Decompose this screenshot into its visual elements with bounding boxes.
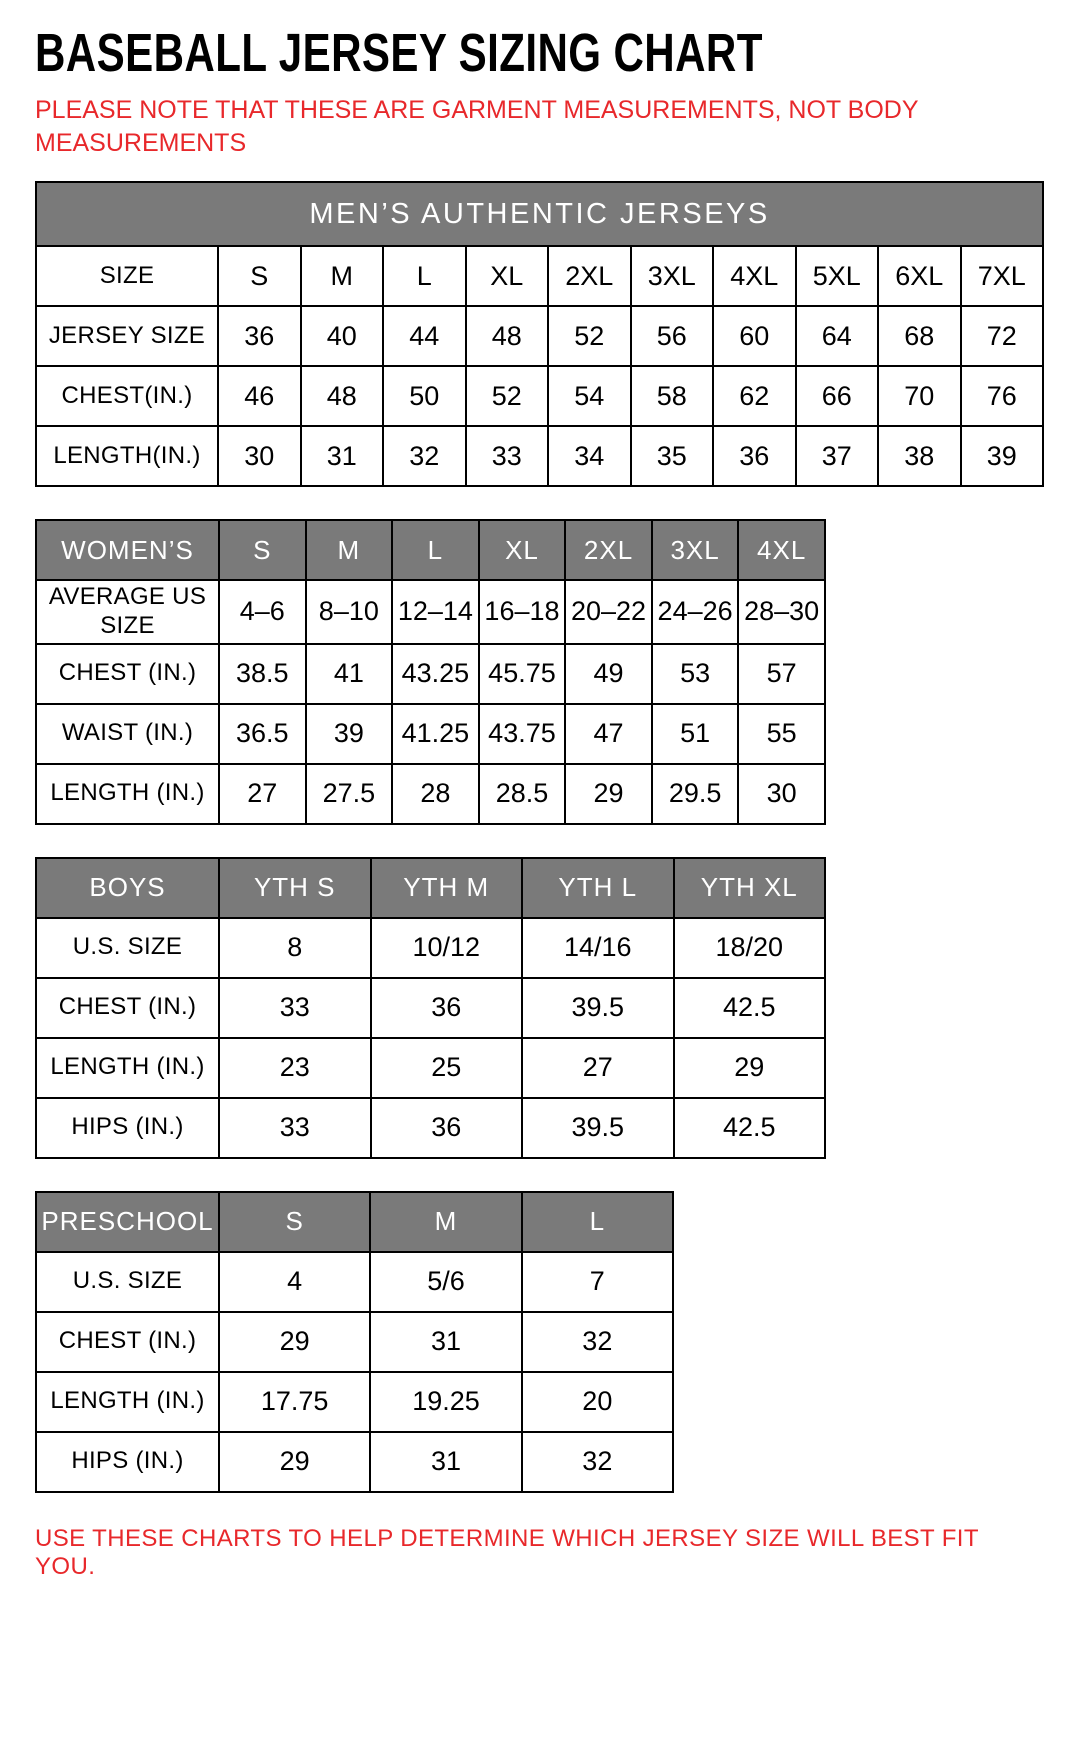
table-cell: 42.5 xyxy=(674,1098,826,1158)
page-title: BASEBALL JERSEY SIZING CHART xyxy=(35,23,763,83)
table-cell: 28 xyxy=(392,764,479,824)
table-cell: 57 xyxy=(738,644,825,704)
table-cell: 27.5 xyxy=(306,764,393,824)
table-cell: 36 xyxy=(218,306,301,366)
table-cell: 43.75 xyxy=(479,704,566,764)
table-cell: 19.25 xyxy=(370,1372,521,1432)
table-cell: 64 xyxy=(796,306,879,366)
table-cell: 6XL xyxy=(878,246,961,306)
row-label: CHEST (IN.) xyxy=(36,644,219,704)
row-label: SIZE xyxy=(36,246,218,306)
table-cell: 32 xyxy=(522,1432,673,1492)
table-cell: 45.75 xyxy=(479,644,566,704)
table-cell: 35 xyxy=(631,426,714,486)
table-cell: 29.5 xyxy=(652,764,739,824)
row-label: AVERAGE US SIZE xyxy=(36,580,219,644)
mens-sizing-table-wrap xyxy=(35,181,1042,487)
table-row xyxy=(36,1252,673,1312)
row-label: WAIST (IN.) xyxy=(36,704,219,764)
table-cell: S xyxy=(218,246,301,306)
table-cell: 32 xyxy=(383,426,466,486)
table-cell: 16–18 xyxy=(479,580,566,644)
table-cell: 70 xyxy=(878,366,961,426)
table-cell: 4 xyxy=(219,1252,370,1312)
table-cell: 12–14 xyxy=(392,580,479,644)
row-label: JERSEY SIZE xyxy=(36,306,218,366)
table-cell: 31 xyxy=(301,426,384,486)
table-cell: 39.5 xyxy=(522,1098,674,1158)
table-cell: 53 xyxy=(652,644,739,704)
table-row xyxy=(36,1432,673,1492)
table-cell: 4XL xyxy=(713,246,796,306)
womens-sizing-table-wrap xyxy=(35,519,1042,825)
mens-banner: MEN’S AUTHENTIC JERSEYS xyxy=(36,182,1043,246)
table-cell: 7XL xyxy=(961,246,1044,306)
table-cell: 14/16 xyxy=(522,918,674,978)
table-cell: 28–30 xyxy=(738,580,825,644)
table-cell: 50 xyxy=(383,366,466,426)
table-row xyxy=(36,246,1043,306)
table-row xyxy=(36,306,1043,366)
table-cell: 41.25 xyxy=(392,704,479,764)
table-cell: 23 xyxy=(219,1038,371,1098)
table-cell: XL xyxy=(466,246,549,306)
table-cell: 5/6 xyxy=(370,1252,521,1312)
table-cell: 46 xyxy=(218,366,301,426)
table-row xyxy=(36,580,825,644)
table-cell: 8 xyxy=(219,918,371,978)
table-cell: 48 xyxy=(466,306,549,366)
table-cell: 76 xyxy=(961,366,1044,426)
table-cell: 51 xyxy=(652,704,739,764)
table-cell: 48 xyxy=(301,366,384,426)
womens-group-label: WOMEN’S xyxy=(36,520,219,580)
table-cell: 7 xyxy=(522,1252,673,1312)
table-cell: 29 xyxy=(674,1038,826,1098)
table-row xyxy=(36,704,825,764)
table-cell: 8–10 xyxy=(306,580,393,644)
column-header: L xyxy=(392,520,479,580)
table-row xyxy=(36,978,825,1038)
preschool-sizing-table-wrap xyxy=(35,1191,1042,1493)
table-row xyxy=(36,1372,673,1432)
table-cell: 39.5 xyxy=(522,978,674,1038)
preschool-group-label: PRESCHOOL xyxy=(36,1192,219,1252)
table-cell: 39 xyxy=(961,426,1044,486)
column-header: 4XL xyxy=(738,520,825,580)
table-cell: 25 xyxy=(371,1038,523,1098)
table-cell: 40 xyxy=(301,306,384,366)
header-row xyxy=(36,1192,673,1252)
column-header: XL xyxy=(479,520,566,580)
table-cell: 28.5 xyxy=(479,764,566,824)
table-cell: 30 xyxy=(738,764,825,824)
table-row xyxy=(36,764,825,824)
table-cell: 36 xyxy=(371,1098,523,1158)
table-cell: 33 xyxy=(219,978,371,1038)
table-cell: 36.5 xyxy=(219,704,306,764)
column-header: 2XL xyxy=(565,520,652,580)
boys-sizing-table-wrap xyxy=(35,857,1042,1159)
column-header: YTH M xyxy=(371,858,523,918)
row-label: HIPS (IN.) xyxy=(36,1098,219,1158)
boys-table xyxy=(35,857,826,1159)
table-cell: 20 xyxy=(522,1372,673,1432)
column-header: 3XL xyxy=(652,520,739,580)
table-cell: 66 xyxy=(796,366,879,426)
table-cell: 18/20 xyxy=(674,918,826,978)
table-cell: 29 xyxy=(565,764,652,824)
table-cell: 68 xyxy=(878,306,961,366)
column-header: YTH XL xyxy=(674,858,826,918)
row-label: LENGTH (IN.) xyxy=(36,1038,219,1098)
header-row xyxy=(36,520,825,580)
table-cell: 43.25 xyxy=(392,644,479,704)
table-cell: 37 xyxy=(796,426,879,486)
table-cell: 44 xyxy=(383,306,466,366)
column-header: M xyxy=(306,520,393,580)
row-label: U.S. SIZE xyxy=(36,918,219,978)
table-cell: 20–22 xyxy=(565,580,652,644)
header-row xyxy=(36,858,825,918)
row-label: CHEST(IN.) xyxy=(36,366,218,426)
table-cell: 2XL xyxy=(548,246,631,306)
table-cell: 33 xyxy=(219,1098,371,1158)
table-cell: 27 xyxy=(522,1038,674,1098)
table-cell: 29 xyxy=(219,1432,370,1492)
table-cell: 52 xyxy=(466,366,549,426)
table-cell: 55 xyxy=(738,704,825,764)
table-cell: 41 xyxy=(306,644,393,704)
table-cell: 38.5 xyxy=(219,644,306,704)
table-cell: 60 xyxy=(713,306,796,366)
table-cell: 54 xyxy=(548,366,631,426)
preschool-table xyxy=(35,1191,674,1493)
banner-row xyxy=(36,182,1043,246)
table-cell: 36 xyxy=(371,978,523,1038)
womens-table xyxy=(35,519,826,825)
table-cell: 27 xyxy=(219,764,306,824)
table-cell: 5XL xyxy=(796,246,879,306)
table-row xyxy=(36,1098,825,1158)
fit-advice-note: USE THESE CHARTS TO HELP DETERMINE WHICH JERSEY SIZE WILL BEST FIT YOU. xyxy=(35,1524,979,1580)
table-cell: M xyxy=(301,246,384,306)
table-cell: 34 xyxy=(548,426,631,486)
table-cell: 42.5 xyxy=(674,978,826,1038)
column-header: L xyxy=(522,1192,673,1252)
row-label: U.S. SIZE xyxy=(36,1252,219,1312)
table-cell: 31 xyxy=(370,1312,521,1372)
table-cell: 58 xyxy=(631,366,714,426)
row-label: CHEST (IN.) xyxy=(36,978,219,1038)
table-cell: 62 xyxy=(713,366,796,426)
table-cell: 47 xyxy=(565,704,652,764)
row-label: LENGTH (IN.) xyxy=(36,1372,219,1432)
table-cell: 49 xyxy=(565,644,652,704)
table-cell: 56 xyxy=(631,306,714,366)
table-row xyxy=(36,1038,825,1098)
table-cell: 31 xyxy=(370,1432,521,1492)
column-header: S xyxy=(219,1192,370,1252)
table-row xyxy=(36,366,1043,426)
mens-table xyxy=(35,181,1044,487)
table-cell: 24–26 xyxy=(652,580,739,644)
table-cell: 10/12 xyxy=(371,918,523,978)
table-cell: 33 xyxy=(466,426,549,486)
table-cell: 29 xyxy=(219,1312,370,1372)
table-cell: 52 xyxy=(548,306,631,366)
table-row xyxy=(36,1312,673,1372)
table-row xyxy=(36,644,825,704)
garment-measurement-note: PLEASE NOTE THAT THESE ARE GARMENT MEASUREMENTS, NOT BODY MEASUREMENTS xyxy=(35,96,919,157)
row-label: HIPS (IN.) xyxy=(36,1432,219,1492)
table-cell: 32 xyxy=(522,1312,673,1372)
table-cell: 17.75 xyxy=(219,1372,370,1432)
table-cell: 36 xyxy=(713,426,796,486)
table-cell: 39 xyxy=(306,704,393,764)
table-cell: 30 xyxy=(218,426,301,486)
table-cell: 72 xyxy=(961,306,1044,366)
column-header: M xyxy=(370,1192,521,1252)
table-cell: 38 xyxy=(878,426,961,486)
table-row xyxy=(36,426,1043,486)
table-cell: L xyxy=(383,246,466,306)
boys-group-label: BOYS xyxy=(36,858,219,918)
row-label: LENGTH (IN.) xyxy=(36,764,219,824)
table-cell: 4–6 xyxy=(219,580,306,644)
row-label: CHEST (IN.) xyxy=(36,1312,219,1372)
table-row xyxy=(36,918,825,978)
column-header: YTH L xyxy=(522,858,674,918)
column-header: S xyxy=(219,520,306,580)
row-label: LENGTH(IN.) xyxy=(36,426,218,486)
column-header: YTH S xyxy=(219,858,371,918)
table-cell: 3XL xyxy=(631,246,714,306)
